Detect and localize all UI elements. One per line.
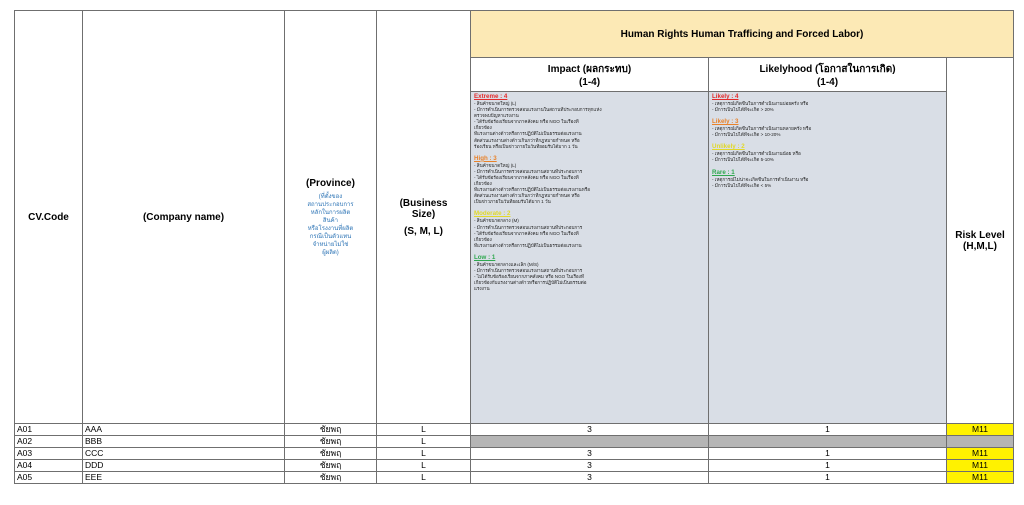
business-size-cell[interactable]: L	[376, 435, 471, 448]
province-cell[interactable]: ชัยพฤ	[284, 435, 377, 448]
impact-criteria-line: - สินค้าขนาดใหญ่ (L)	[474, 162, 517, 168]
impact-criteria-line: - ได้รับข้อร้องเรียนจากภาคสังคม หรือ NGO ในเรื่องที่	[474, 119, 579, 125]
impact-level-label: Extreme : 4	[474, 93, 508, 100]
cv-code-cell[interactable]: A04	[14, 459, 83, 472]
header-company-name[interactable]: (Company name)	[82, 10, 285, 424]
impact-criteria-line: แรงงาน	[474, 286, 490, 292]
impact-criteria-line: - มีการดำเนินการตรวจสอบแรงงานสถานที่ประกอบการ	[474, 224, 583, 230]
likelyhood-value-cell[interactable]: 1	[708, 471, 947, 484]
business-size-cell[interactable]: L	[376, 471, 471, 484]
likelyhood-criteria	[708, 91, 947, 424]
risk-level-cell[interactable]: M11	[946, 423, 1014, 436]
impact-criteria-line: สัดส่วนแรงงานต่างด้าวเกินกว่าที่กฎหมายกำหนด หรือ	[474, 193, 580, 199]
company-name-cell[interactable]: DDD	[82, 459, 285, 472]
likelyhood-level-label: Rare : 1	[712, 168, 735, 176]
header-risk-level[interactable]: Risk Level (H,M,L)	[946, 57, 1014, 424]
likelyhood-level-label: Likely : 3	[712, 118, 739, 126]
impact-value-cell[interactable]: 3	[470, 471, 709, 484]
impact-criteria-line: เกี่ยวข้องกับแรงงานต่างด้าวหรือการปฏิบัติไม่เป็นธรรมต่อ	[474, 280, 587, 286]
impact-criteria-line: ตรวจพบปัญหาแรงงาน	[474, 113, 519, 119]
impact-criteria-line: - ได้รับข้อร้องเรียนจากภาคสังคม หรือ NGO ในเรื่องที่	[474, 230, 579, 236]
likelyhood-criteria-line: - เหตุการณ์เกิดขึ้นในการดำเนินงานหลายครั้ง หรือ	[712, 126, 812, 132]
impact-value-cell[interactable]: 3	[470, 447, 709, 460]
impact-criteria-line: - มีการดำเนินการตรวจสอบแรงงานสถานที่ประกอบการ	[474, 267, 583, 273]
impact-criteria-line: เกี่ยวข้อง	[474, 236, 492, 242]
likelyhood-criteria-line: - เหตุการณ์เกิดขึ้นในการดำเนินงานบ่อยครั้ง หรือ	[712, 101, 809, 106]
business-size-cell[interactable]: L	[376, 459, 471, 472]
likelyhood-criteria-line: - เหตุการณ์ไม่น่าจะเกิดขึ้นในการดำเนินงาน หรือ	[712, 176, 809, 182]
impact-level-label: High : 3	[474, 154, 497, 162]
business-size-cell[interactable]: L	[376, 423, 471, 436]
impact-criteria-line: - ไม่ได้รับข้อร้องเรียนจากภาคสังคม หรือ NGO ในเรื่องที่	[474, 274, 584, 280]
likelyhood-criteria-line: - มีการเป็นไปได้ที่จะเกิด > 10-20%	[712, 132, 781, 138]
header-likelyhood[interactable]: Likelyhood (โอกาสในการเกิด) (1-4)	[708, 57, 947, 92]
impact-criteria-line: - สินค้าขนาดกลางและเล็ก (M/S)	[474, 261, 539, 267]
risk-level-cell[interactable]: M11	[946, 459, 1014, 472]
impact-criteria-line: - สินค้าขนาดใหญ่ (L)	[474, 101, 517, 106]
impact-criteria-line: ที่แรงงานต่างด้าวหรือการปฏิบัติไม่เป็นธรรมต่อแรงงานหรือ	[474, 187, 590, 193]
cv-code-cell[interactable]: A02	[14, 435, 83, 448]
likelyhood-level-label: Unlikely : 2	[712, 143, 745, 151]
header-business-size[interactable]: (Business Size) (S, M, L)	[376, 10, 471, 424]
risk-level-cell[interactable]: M11	[946, 471, 1014, 484]
impact-criteria-line: เกี่ยวข้อง	[474, 181, 492, 187]
impact-criteria-line: ร้องเรียน หรือเป็นข่าวภายในวันที่ยอมรับได้มาก 1 วัน	[474, 143, 578, 149]
company-name-cell[interactable]: EEE	[82, 471, 285, 484]
likelyhood-value-cell[interactable]: 1	[708, 447, 947, 460]
risk-matrix-sheet	[14, 10, 1014, 490]
main-title: Human Rights Human Trafficing and Forced Labor)	[470, 10, 1014, 58]
impact-criteria-line: - ได้รับข้อร้องเรียนจากภาคสังคม หรือ NGO ในเรื่องที่	[474, 174, 579, 180]
impact-criteria-line: เกี่ยวข้อง	[474, 125, 492, 131]
impact-criteria-line: สัดส่วนแรงงานต่างด้าวเกินกว่าที่กฎหมายกำหนด หรือ	[474, 137, 580, 143]
company-name-cell[interactable]: AAA	[82, 423, 285, 436]
business-size-cell[interactable]: L	[376, 447, 471, 460]
likelyhood-value-cell[interactable]: 1	[708, 459, 947, 472]
province-cell[interactable]: ชัยพฤ	[284, 447, 377, 460]
company-name-cell[interactable]: BBB	[82, 435, 285, 448]
likelyhood-criteria-line: - มีการเป็นไปได้ที่จะเกิด < 5%	[712, 182, 772, 188]
impact-criteria-line: เป็นข่าวภายในวันที่ยอมรับได้มาก 1 วัน	[474, 199, 551, 205]
company-name-cell[interactable]: CCC	[82, 447, 285, 460]
likelyhood-value-cell[interactable]: 1	[708, 423, 947, 436]
impact-criteria-line: ที่แรงงานต่างด้าวหรือการปฏิบัติไม่เป็นธรรมต่อแรงงาน	[474, 242, 582, 248]
cv-code-cell[interactable]: A01	[14, 423, 83, 436]
province-cell[interactable]: ชัยพฤ	[284, 423, 377, 436]
header-province[interactable]: (Province) (ที่ตั้งของ สถานประกอบการ หลักในการผลิต สินค้า หรือโรงงานที่ผลิต กรณีเป็นตัวแทน จำหน่ายไม่ใช่ ผู้ผลิต)	[284, 10, 377, 424]
impact-level-label: Moderate : 2	[474, 210, 511, 218]
cv-code-cell[interactable]: A05	[14, 471, 83, 484]
impact-value-cell[interactable]: 3	[470, 459, 709, 472]
cv-code-cell[interactable]: A03	[14, 447, 83, 460]
likelyhood-level-label: Likely : 4	[712, 93, 739, 100]
likelyhood-criteria-line: - เหตุการณ์เกิดขึ้นในการดำเนินงานน้อย หรือ	[712, 151, 801, 157]
header-cv-code[interactable]: CV.Code	[14, 10, 83, 424]
impact-value-cell[interactable]: 3	[470, 423, 709, 436]
impact-criteria	[470, 91, 709, 424]
header-impact[interactable]: Impact (ผลกระทบ) (1-4)	[470, 57, 709, 92]
impact-criteria-line: - มีการดำเนินการตรวจสอบแรงงานสถานที่ประกอบการ	[474, 168, 583, 174]
impact-level-label: Low : 1	[474, 253, 496, 261]
impact-criteria-line: - มีการดำเนินการตรวจสอบแรงงานในสถานที่ประกอบการทุกแห่ง	[474, 107, 602, 113]
province-cell[interactable]: ชัยพฤ	[284, 471, 377, 484]
impact-criteria-line: - สินค้าขนาดกลาง (M)	[474, 218, 519, 224]
likelyhood-criteria-line: - มีการเป็นไปได้ที่จะเกิด > 20%	[712, 107, 774, 113]
risk-level-cell[interactable]: M11	[946, 447, 1014, 460]
likelyhood-criteria-line: - มีการเป็นไปได้ที่จะเกิด 5-10%	[712, 157, 774, 163]
impact-criteria-line: ที่แรงงานต่างด้าวหรือการปฏิบัติไม่เป็นธรรมต่อแรงงาน	[474, 131, 582, 137]
province-note: (ที่ตั้งของ สถานประกอบการ หลักในการผลิต สินค้า หรือโรงงานที่ผลิต กรณีเป็นตัวแทน จำหน่ายไม่ใช่ ผู้ผลิต)	[307, 193, 354, 256]
province-cell[interactable]: ชัยพฤ	[284, 459, 377, 472]
